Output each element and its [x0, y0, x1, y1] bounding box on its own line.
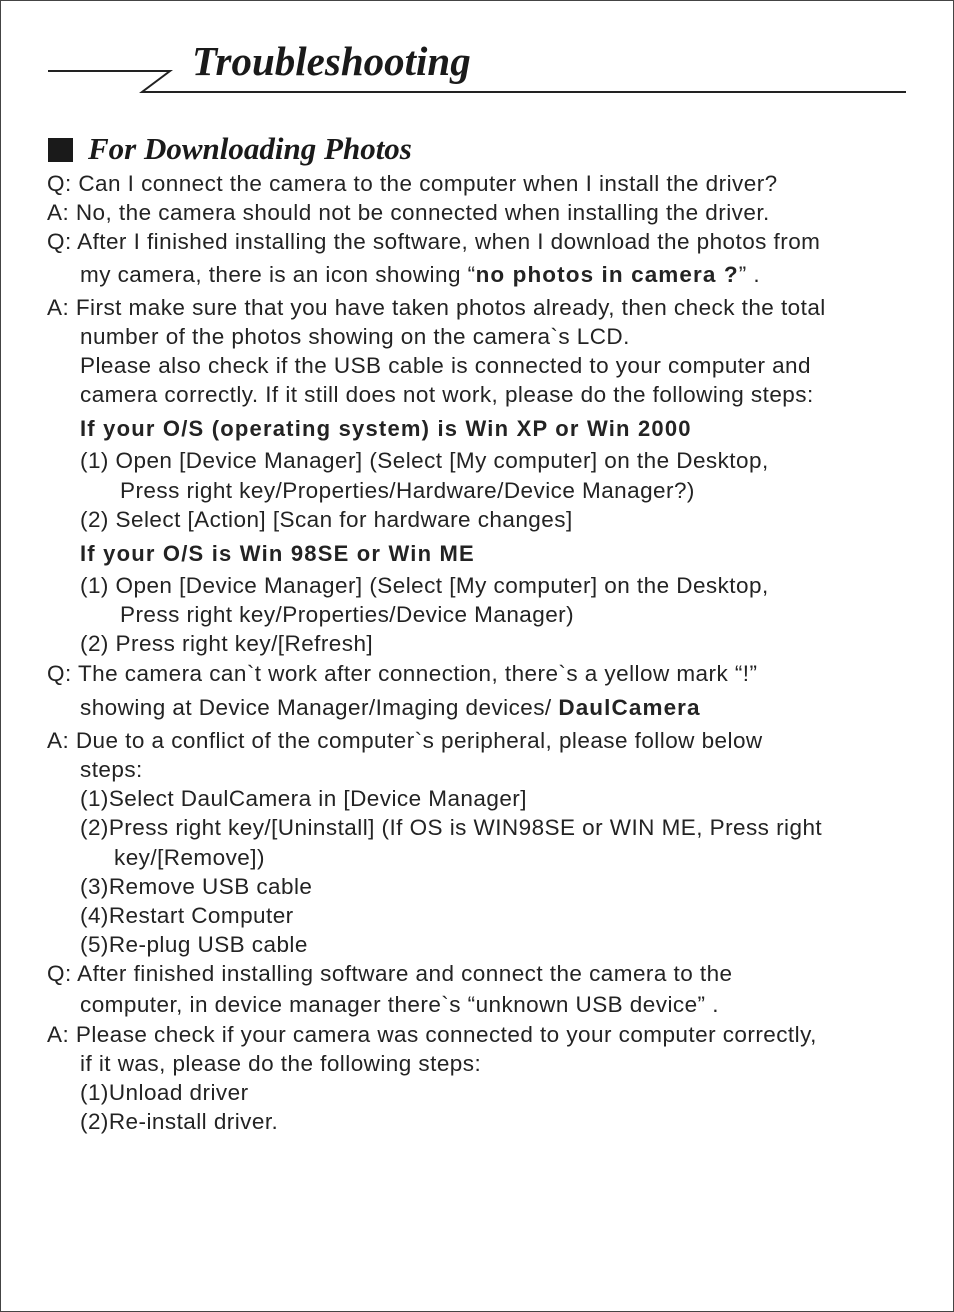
error-message: no photos in camera ?	[475, 262, 739, 287]
question-text: Q: Can I connect the camera to the computer when I install the driver?	[47, 171, 778, 196]
answer-text: Please also check if the USB cable is connected to your computer and	[80, 353, 811, 378]
answer-text: camera correctly. If it still does not work, please do the following steps:	[80, 382, 814, 407]
step-text: (1) Open [Device Manager] (Select [My computer] on the Desktop,	[80, 448, 769, 473]
question-text: Q: The camera can`t work after connection, there`s a yellow mark “!”	[47, 661, 758, 686]
step-text: (2)Press right key/[Uninstall] (If OS is WIN98SE or WIN ME, Press right	[80, 815, 823, 840]
step-text: (1)Unload driver	[80, 1080, 249, 1105]
text-run: ” .	[738, 262, 761, 287]
answer-text: A: First make sure that you have taken photos already, then check the total	[47, 295, 826, 320]
step-text: (1)Select DaulCamera in [Device Manager]	[80, 786, 527, 811]
question-text	[80, 695, 701, 721]
page-title: Troubleshooting	[192, 38, 471, 84]
question-text: computer, in device manager there`s “unknown USB device” .	[80, 992, 719, 1017]
os-subheading: If your O/S (operating system) is Win XP or Win 2000	[80, 416, 692, 441]
answer-text: A: No, the camera should not be connected when installing the driver.	[47, 200, 770, 225]
device-name: DaulCamera	[558, 695, 701, 720]
step-text: (2) Select [Action] [Scan for hardware changes]	[80, 507, 573, 532]
step-text: Press right key/Properties/Hardware/Device Manager?)	[120, 478, 695, 503]
text-run: my camera, there is an icon showing “	[80, 262, 476, 287]
answer-text: steps:	[80, 757, 143, 782]
step-text: (3)Remove USB cable	[80, 874, 313, 899]
square-bullet-icon	[48, 138, 73, 162]
step-text: (2) Press right key/[Refresh]	[80, 631, 374, 656]
os-subheading: If your O/S is Win 98SE or Win ME	[80, 541, 475, 566]
step-text: key/[Remove])	[114, 845, 265, 870]
step-text: Press right key/Properties/Device Manager)	[120, 602, 575, 627]
question-text	[80, 262, 760, 288]
answer-text: A: Due to a conflict of the computer`s peripheral, please follow below	[47, 728, 763, 753]
answer-text: if it was, please do the following steps:	[80, 1051, 482, 1076]
step-text: (2)Re-install driver.	[80, 1109, 279, 1134]
question-text: Q: After I finished installing the software, when I download the photos from	[47, 229, 821, 254]
text-run: showing at Device Manager/Imaging devices/	[80, 695, 559, 720]
title-rule	[0, 0, 954, 100]
step-text: (1) Open [Device Manager] (Select [My computer] on the Desktop,	[80, 573, 769, 598]
step-text: (5)Re-plug USB cable	[80, 932, 308, 957]
answer-text: A: Please check if your camera was connected to your computer correctly,	[47, 1022, 817, 1047]
question-text: Q: After finished installing software and connect the camera to the	[47, 961, 733, 986]
section-title: For Downloading Photos	[88, 131, 412, 166]
answer-text: number of the photos showing on the camera`s LCD.	[80, 324, 630, 349]
step-text: (4)Restart Computer	[80, 903, 294, 928]
